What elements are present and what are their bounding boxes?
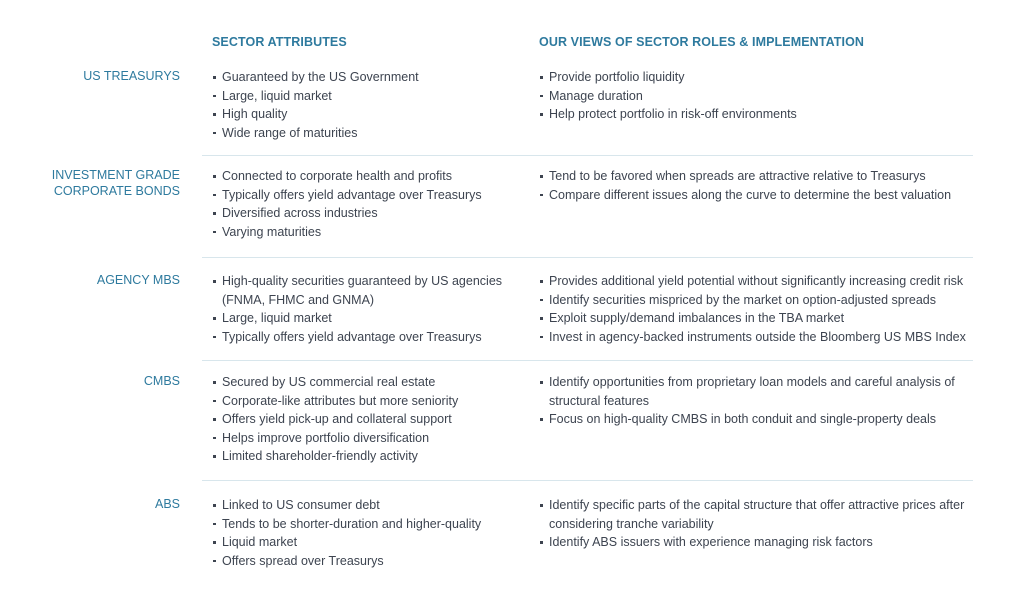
view-item: Provide portfolio liquidity bbox=[539, 68, 979, 87]
view-item: Help protect portfolio in risk-off environments bbox=[539, 105, 979, 124]
attribute-item: Helps improve portfolio diversification bbox=[212, 429, 522, 448]
attributes-list bbox=[212, 167, 522, 241]
attribute-item: Large, liquid market bbox=[212, 309, 512, 328]
attribute-item: Varying maturities bbox=[212, 223, 522, 242]
sector-label: US TREASURYS bbox=[83, 69, 180, 83]
attribute-item: Guaranteed by the US Government bbox=[212, 68, 522, 87]
attribute-item: Typically offers yield advantage over Treasurys bbox=[212, 328, 512, 347]
attributes-list bbox=[212, 373, 522, 466]
sector-label-line: CORPORATE BONDS bbox=[53, 184, 180, 198]
attribute-item: Offers yield pick-up and collateral support bbox=[212, 410, 522, 429]
sector-label: CMBS bbox=[143, 374, 180, 388]
attributes-list bbox=[212, 272, 512, 346]
view-item: Provides additional yield potential without significantly increasing credit risk bbox=[539, 272, 979, 291]
attribute-item: Connected to corporate health and profits bbox=[212, 167, 522, 186]
view-item: Manage duration bbox=[539, 87, 979, 106]
attribute-item: High-quality securities guaranteed by US agencies (FNMA, FHMC and GNMA) bbox=[212, 272, 512, 309]
views-list bbox=[539, 496, 969, 552]
attributes-list bbox=[212, 68, 522, 142]
sector-label: AGENCY MBS bbox=[96, 273, 180, 287]
row-divider bbox=[202, 360, 973, 361]
attribute-item: Diversified across industries bbox=[212, 204, 522, 223]
view-item: Identify specific parts of the capital structure that offer attractive prices after considering tranche variability bbox=[539, 496, 969, 533]
views-list bbox=[539, 167, 979, 204]
row-divider bbox=[202, 257, 973, 258]
attribute-item: Linked to US consumer debt bbox=[212, 496, 522, 515]
attribute-item: Typically offers yield advantage over Treasurys bbox=[212, 186, 522, 205]
view-item: Focus on high-quality CMBS in both conduit and single-property deals bbox=[539, 410, 964, 429]
attribute-item: Limited shareholder-friendly activity bbox=[212, 447, 522, 466]
view-item: Identify securities mispriced by the market on option-adjusted spreads bbox=[539, 291, 979, 310]
attribute-item: Secured by US commercial real estate bbox=[212, 373, 522, 392]
view-item: Compare different issues along the curve to determine the best valuation bbox=[539, 186, 979, 205]
attribute-item: Corporate-like attributes but more seniority bbox=[212, 392, 522, 411]
sector-label: ABS bbox=[154, 497, 180, 511]
view-item: Exploit supply/demand imbalances in the TBA market bbox=[539, 309, 979, 328]
attribute-item: Large, liquid market bbox=[212, 87, 522, 106]
row-divider bbox=[202, 155, 973, 156]
sector-label bbox=[52, 167, 180, 199]
views-list bbox=[539, 68, 979, 124]
view-item: Tend to be favored when spreads are attractive relative to Treasurys bbox=[539, 167, 979, 186]
sector-label-line: INVESTMENT GRADE bbox=[51, 168, 180, 182]
view-item: Identify ABS issuers with experience managing risk factors bbox=[539, 533, 969, 552]
attribute-item: High quality bbox=[212, 105, 522, 124]
sector-attributes-header: SECTOR ATTRIBUTES bbox=[212, 35, 347, 49]
row-divider bbox=[202, 480, 973, 481]
views-header: OUR VIEWS OF SECTOR ROLES & IMPLEMENTATION bbox=[539, 35, 865, 49]
attributes-list bbox=[212, 496, 522, 570]
attribute-item: Wide range of maturities bbox=[212, 124, 522, 143]
view-item: Invest in agency-backed instruments outside the Bloomberg US MBS Index bbox=[539, 328, 979, 347]
views-list bbox=[539, 373, 964, 429]
attribute-item: Tends to be shorter-duration and higher-quality bbox=[212, 515, 522, 534]
view-item: Identify opportunities from proprietary loan models and careful analysis of structural features bbox=[539, 373, 964, 410]
attribute-item: Offers spread over Treasurys bbox=[212, 552, 522, 571]
attribute-item: Liquid market bbox=[212, 533, 522, 552]
views-list bbox=[539, 272, 979, 346]
